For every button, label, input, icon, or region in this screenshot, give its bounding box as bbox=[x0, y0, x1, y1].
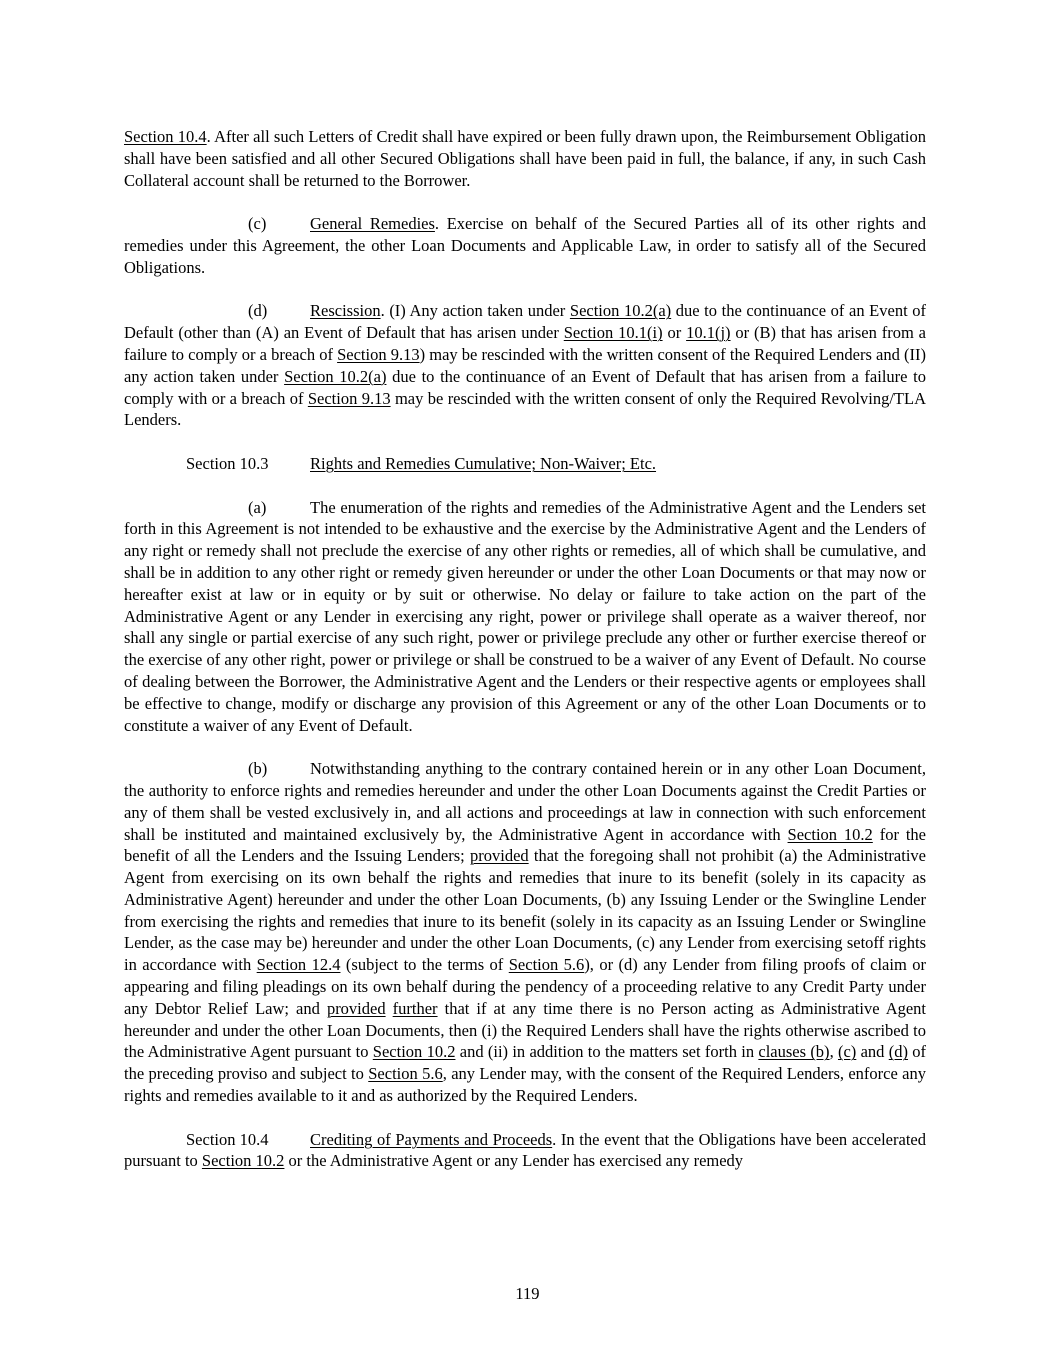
clause-title: Rescission bbox=[310, 301, 381, 321]
cross-reference: Section 10.2(a) bbox=[569, 301, 672, 321]
clause-title: General Remedies bbox=[310, 214, 435, 234]
cross-reference: (c) bbox=[837, 1042, 857, 1062]
cross-reference: Section 10.1(i) bbox=[563, 323, 663, 343]
cross-reference: Section 10.4 bbox=[124, 127, 207, 146]
cross-reference: (d) bbox=[888, 1042, 908, 1062]
clause-label: (b) bbox=[248, 759, 268, 779]
paragraph-10-3-b: (b) Notwithstanding anything to the contrary contained herein or in any other Loan Document, the authority to enforce rights and remedies hereunder and under the other Loan Documents against the Credit Parties or any of them shall be vested exclusively in, and all actions and proceedings at law in connection with such enforcement shall be instituted and maintained exclusively by, the Administrative Agent in accordance with Section 10.2 for the benefit of all the Lenders and the Issuing Lenders; provided that the foregoing shall not prohibit (a) the Administrative Agent from exercising on its own behalf the rights and remedies that inure to its benefit (solely in its capacity as Administrative Agent) hereunder and under the other Loan Documents, (b) any Issuing Lender or the Swingline Lender from exercising the rights and remedies that inure to its benefit (solely in its capacity as an Issuing Lender or Swingline Lender, as the case may be) hereunder and under the other Loan Documents, (c) any Lender from exercising setoff rights in accordance with Section 12.4 (subject to the terms of Section 5.6), or (d) any Lender from filing proofs of claim or appearing and filing pleadings on its own behalf during the pendency of a proceeding relative to any Credit Party under any Debtor Relief Law; and provided further that if at any time there is no Person acting as Administrative Agent hereunder and under the other Loan Documents, then (i) the Required Lenders shall have the rights otherwise ascribed to the Administrative Agent pursuant to Section 10.2 and (ii) in addition to the matters set forth in clauses (b), (c) and (d) of the preceding proviso and subject to Section 5.6, any Lender may, with the consent of the Required Lenders, enforce any rights and remedies available to it and as authorized by the Required Lenders. bbox=[124, 759, 927, 1106]
cross-reference: Section 9.13 bbox=[307, 388, 391, 408]
clause-label: (c) bbox=[248, 214, 267, 234]
cross-reference: Section 5.6 bbox=[508, 955, 585, 975]
paragraph-continuation: Section 10.4. After all such Letters of Credit shall have expired or been fully drawn upon, the Reimbursement Obligation shall have been satisfied and all other Secured Obligations shall have been paid in full, the balance, if any, in such Cash Collateral account shall be returned to the Borrower. bbox=[124, 127, 926, 190]
paragraph-10-3-a: (a) The enumeration of the rights and remedies of the Administrative Agent and the Lenders set forth in this Agreement is not intended to be exhaustive and the exercise by the Administrative Agent and the Lenders of any right or remedy shall not preclude the exercise of any other rights or remedies, all of which shall be cumulative, and shall be in addition to any other right or remedy given hereunder or under the other Loan Documents or that may now or hereafter exist at law or in equity or by suit or otherwise. No delay or failure to take action on the part of the Administrative Agent or any Lender in exercising any right, power or privilege shall operate as a waiver thereof, nor shall any single or partial exercise of any such right, power or privilege preclude any other or further exercise thereof or the exercise of any other right, power or privilege or shall be construed to be a waiver of any Event of Default. No course of dealing between the Borrower, the Administrative Agent and the Lenders or their respective agents or employees shall be effective to change, modify or discharge any provision of this Agreement or any of the other Loan Documents or to constitute a waiver of any Event of Default. bbox=[124, 497, 926, 735]
cross-reference: Section 10.2 bbox=[201, 1151, 285, 1171]
clause-label: (d) bbox=[248, 301, 268, 321]
section-title: Crediting of Payments and Proceeds bbox=[310, 1129, 553, 1149]
section-title: Rights and Remedies Cumulative; Non-Waiver; Etc. bbox=[310, 453, 657, 473]
section-label: Section 10.4 bbox=[186, 1129, 269, 1149]
section-label: Section 10.3 bbox=[186, 453, 269, 473]
cross-reference: clauses (b) bbox=[758, 1042, 830, 1062]
emphasis-term: provided bbox=[326, 998, 386, 1018]
cross-reference: 10.1(j) bbox=[686, 323, 731, 343]
cross-reference: Section 12.4 bbox=[256, 955, 341, 975]
paragraph-d-rescission: (d) Rescission. (I) Any action taken under Section 10.2(a) due to the continuance of an Event of Default (other than (A) an Event of Default that has arisen under Section 10.1(i) or 10.1(j) or (B) that has arisen from a failure to comply or a breach of Section 9.13) may be rescinded with the written consent of the Required Lenders and (II) any action taken under Section 10.2(a) due to the continuance of an Event of Default that has arisen from a failure to comply with or a breach of Section 9.13 may be rescinded with the written consent of only the Required Revolving/TLA Lenders. bbox=[124, 301, 926, 430]
cross-reference: Section 10.2 bbox=[372, 1042, 456, 1062]
section-10-4-crediting-of-payments: Section 10.4 Crediting of Payments and Proceeds. In the event that the Obligations have been accelerated pursuant to Section 10.2 or the Administrative Agent or any Lender has exercised any remedy bbox=[124, 1129, 926, 1171]
paragraph-c-general-remedies: (c) General Remedies. Exercise on behalf of the Secured Parties all of its other rights and remedies under this Agreement, the other Loan Documents and Applicable Law, in order to satisfy all of the Secured Obligations. bbox=[124, 214, 926, 277]
cross-reference: Section 9.13 bbox=[337, 344, 420, 364]
emphasis-term: further bbox=[392, 998, 438, 1018]
page-body bbox=[124, 126, 926, 1172]
clause-label: (a) bbox=[248, 497, 267, 517]
cross-reference: Section 10.2 bbox=[787, 824, 873, 844]
cross-reference: Section 10.2(a) bbox=[284, 366, 387, 386]
page-number: 119 bbox=[515, 1284, 540, 1303]
section-heading-10-3 bbox=[124, 453, 926, 475]
emphasis-term: provided bbox=[469, 846, 529, 866]
cross-reference: Section 5.6 bbox=[368, 1064, 443, 1084]
